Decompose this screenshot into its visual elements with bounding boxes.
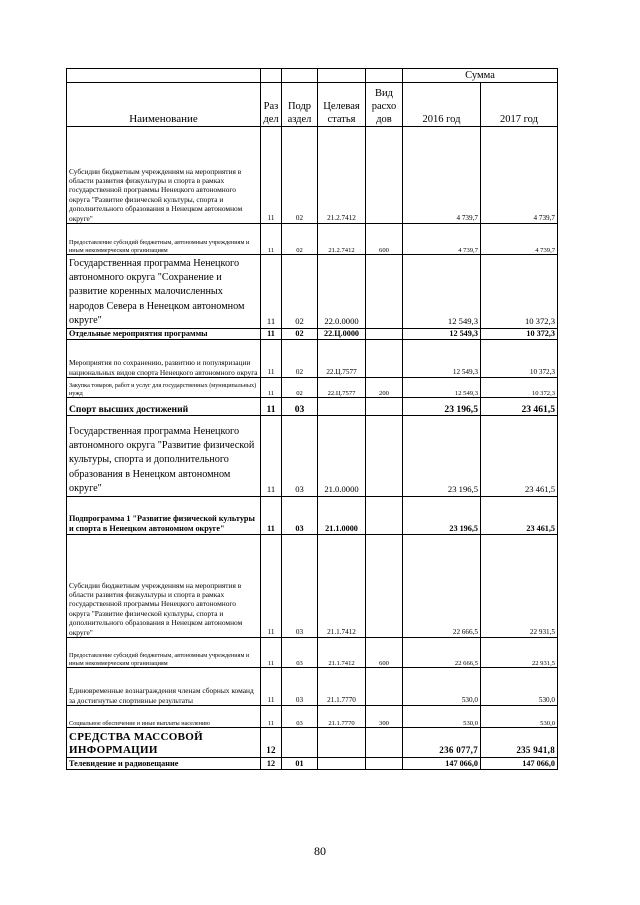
row-name: Предоставление субсидий бюджетным, автономным учреждениям и иным некоммерческим организациям: [67, 638, 261, 668]
row-razdel: 11: [261, 706, 282, 728]
row-name: Субсидии бюджетным учреждениям на мероприятия в области развития физкультуры и спорта в рамках государственной программы Ненецкого автономного округа "Развитие физической культуры, спорта и дополнительного образования в Ненецком автономном округе": [67, 535, 261, 638]
row-razdel: 11: [261, 224, 282, 255]
row-podrazdel: 03: [282, 535, 318, 638]
budget-table: [66, 68, 558, 770]
row-podrazdel: 03: [282, 638, 318, 668]
table-row: [67, 706, 558, 728]
row-type: 600: [366, 224, 403, 255]
table-row: [67, 668, 558, 706]
row-razdel: 11: [261, 416, 282, 497]
table-row: [67, 398, 558, 416]
row-type: [366, 398, 403, 416]
row-razdel: 12: [261, 758, 282, 770]
row-name: СРЕДСТВА МАССОВОЙ ИНФОРМАЦИИ: [67, 728, 261, 758]
row-2016: 4 739,7: [403, 127, 481, 224]
table-row: [67, 329, 558, 340]
row-target: 22.Ц.0000: [318, 329, 366, 340]
row-target: [318, 728, 366, 758]
header-row-top: [67, 69, 558, 83]
header-type: Вид расхо дов: [366, 83, 403, 127]
row-2016: 22 666,5: [403, 638, 481, 668]
row-type: 600: [366, 638, 403, 668]
row-2017: 147 066,0: [481, 758, 558, 770]
row-name: Отдельные мероприятия программы: [67, 329, 261, 340]
row-target: 21.1.0000: [318, 497, 366, 535]
row-target: 21.1.7770: [318, 668, 366, 706]
row-2017: 22 931,5: [481, 535, 558, 638]
row-razdel: 11: [261, 398, 282, 416]
row-podrazdel: 02: [282, 329, 318, 340]
row-2016: 23 196,5: [403, 497, 481, 535]
row-razdel: 11: [261, 127, 282, 224]
row-2016: 4 739,7: [403, 224, 481, 255]
row-2016: 12 549,3: [403, 378, 481, 398]
row-2017: 10 372,3: [481, 378, 558, 398]
table-row: [67, 535, 558, 638]
row-razdel: 11: [261, 638, 282, 668]
row-target: 21.2.7412: [318, 127, 366, 224]
row-2017: 10 372,3: [481, 329, 558, 340]
row-type: [366, 340, 403, 378]
row-name: Предоставление субсидий бюджетным, автономным учреждениям и иным некоммерческим организациям: [67, 224, 261, 255]
row-2016: 22 666,5: [403, 535, 481, 638]
table-row: [67, 127, 558, 224]
row-podrazdel: 02: [282, 378, 318, 398]
row-name: Государственная программа Ненецкого автономного округа "Развитие физической культуры, спорта и дополнительного образования в Ненецком автономном округе": [67, 416, 261, 497]
row-type: [366, 497, 403, 535]
row-razdel: 11: [261, 497, 282, 535]
row-razdel: 11: [261, 329, 282, 340]
row-name: Социальное обеспечение и иные выплаты населению: [67, 706, 261, 728]
row-target: 21.2.7412: [318, 224, 366, 255]
header-razdel: Раз дел: [261, 83, 282, 127]
row-name: Спорт высших достижений: [67, 398, 261, 416]
row-2017: 23 461,5: [481, 497, 558, 535]
row-podrazdel: 02: [282, 224, 318, 255]
row-target: 21.1.7770: [318, 706, 366, 728]
table-row: [67, 340, 558, 378]
row-2016: 23 196,5: [403, 398, 481, 416]
row-2017: 10 372,3: [481, 255, 558, 329]
row-type: [366, 329, 403, 340]
row-2016: 236 077,7: [403, 728, 481, 758]
row-name: Телевидение и радиовещание: [67, 758, 261, 770]
header-target: Целевая статья: [318, 83, 366, 127]
row-podrazdel: 03: [282, 497, 318, 535]
header-year-2017: 2017 год: [481, 83, 558, 127]
row-2017: 530,0: [481, 668, 558, 706]
row-target: 22.0.0000: [318, 255, 366, 329]
row-razdel: 11: [261, 535, 282, 638]
table-row: [67, 255, 558, 329]
row-razdel: 11: [261, 378, 282, 398]
row-2016: 12 549,3: [403, 340, 481, 378]
row-razdel: 11: [261, 255, 282, 329]
header-podrazdel: Подр аздел: [282, 83, 318, 127]
table-row: [67, 497, 558, 535]
row-name: Субсидии бюджетным учреждениям на мероприятия в области развития физкультуры и спорта в рамках государственной программы Ненецкого автономного округа "Развитие физической культуры, спорта и дополнительного образования в Ненецком автономном округе": [67, 127, 261, 224]
page-number: 80: [314, 844, 326, 858]
header-blank-podrazdel: [282, 69, 318, 83]
row-2017: 23 461,5: [481, 416, 558, 497]
row-2016: 147 066,0: [403, 758, 481, 770]
row-type: [366, 758, 403, 770]
table-row: [67, 638, 558, 668]
row-2017: 4 739,7: [481, 127, 558, 224]
row-podrazdel: 02: [282, 255, 318, 329]
row-type: [366, 255, 403, 329]
row-type: [366, 535, 403, 638]
row-type: [366, 127, 403, 224]
row-target: 22.Ц.7577: [318, 378, 366, 398]
row-2017: 530,0: [481, 706, 558, 728]
row-type: [366, 728, 403, 758]
row-2016: 12 549,3: [403, 329, 481, 340]
row-2017: 4 739,7: [481, 224, 558, 255]
header-blank-razdel: [261, 69, 282, 83]
row-podrazdel: 02: [282, 127, 318, 224]
row-type: [366, 416, 403, 497]
header-year-2016: 2016 год: [403, 83, 481, 127]
row-name: Закупка товаров, работ и услуг для государственных (муниципальных) нужд: [67, 378, 261, 398]
row-target: [318, 398, 366, 416]
row-name: Единовременные вознаграждения членам сборных команд за достигнутые спортивные результаты: [67, 668, 261, 706]
row-target: 21.1.7412: [318, 535, 366, 638]
table-row: [67, 378, 558, 398]
row-razdel: 11: [261, 668, 282, 706]
row-2017: 23 461,5: [481, 398, 558, 416]
row-2016: 23 196,5: [403, 416, 481, 497]
row-type: 200: [366, 378, 403, 398]
row-name: Подпрограмма 1 "Развитие физической культуры и спорта в Ненецком автономном округе": [67, 497, 261, 535]
header-blank-target: [318, 69, 366, 83]
header-name: Наименование: [67, 83, 261, 127]
row-razdel: 12: [261, 728, 282, 758]
table-row: [67, 728, 558, 758]
row-podrazdel: 03: [282, 668, 318, 706]
row-2017: 10 372,3: [481, 340, 558, 378]
row-podrazdel: [282, 728, 318, 758]
row-name: Мероприятия по сохранению, развитию и популяризации национальных видов спорта Ненецкого автономного округа: [67, 340, 261, 378]
row-name: Государственная программа Ненецкого автономного округа "Сохранение и развитие коренных малочисленных народов Севера в Ненецком автономном округе": [67, 255, 261, 329]
row-2016: 530,0: [403, 668, 481, 706]
header-blank-type: [366, 69, 403, 83]
row-podrazdel: 03: [282, 706, 318, 728]
row-podrazdel: 03: [282, 416, 318, 497]
header-blank-name: [67, 69, 261, 83]
row-podrazdel: 01: [282, 758, 318, 770]
row-type: [366, 668, 403, 706]
table-row: [67, 416, 558, 497]
row-target: [318, 758, 366, 770]
row-2017: 22 931,5: [481, 638, 558, 668]
row-target: 21.1.7412: [318, 638, 366, 668]
row-target: 22.Ц.7577: [318, 340, 366, 378]
row-2016: 530,0: [403, 706, 481, 728]
row-target: 21.0.0000: [318, 416, 366, 497]
row-type: 300: [366, 706, 403, 728]
row-2016: 12 549,3: [403, 255, 481, 329]
header-row-main: [67, 83, 558, 127]
row-razdel: 11: [261, 340, 282, 378]
table-row: [67, 224, 558, 255]
row-2017: 235 941,8: [481, 728, 558, 758]
row-podrazdel: 03: [282, 398, 318, 416]
table-row: [67, 758, 558, 770]
header-sum: Сумма: [403, 69, 558, 83]
row-podrazdel: 02: [282, 340, 318, 378]
